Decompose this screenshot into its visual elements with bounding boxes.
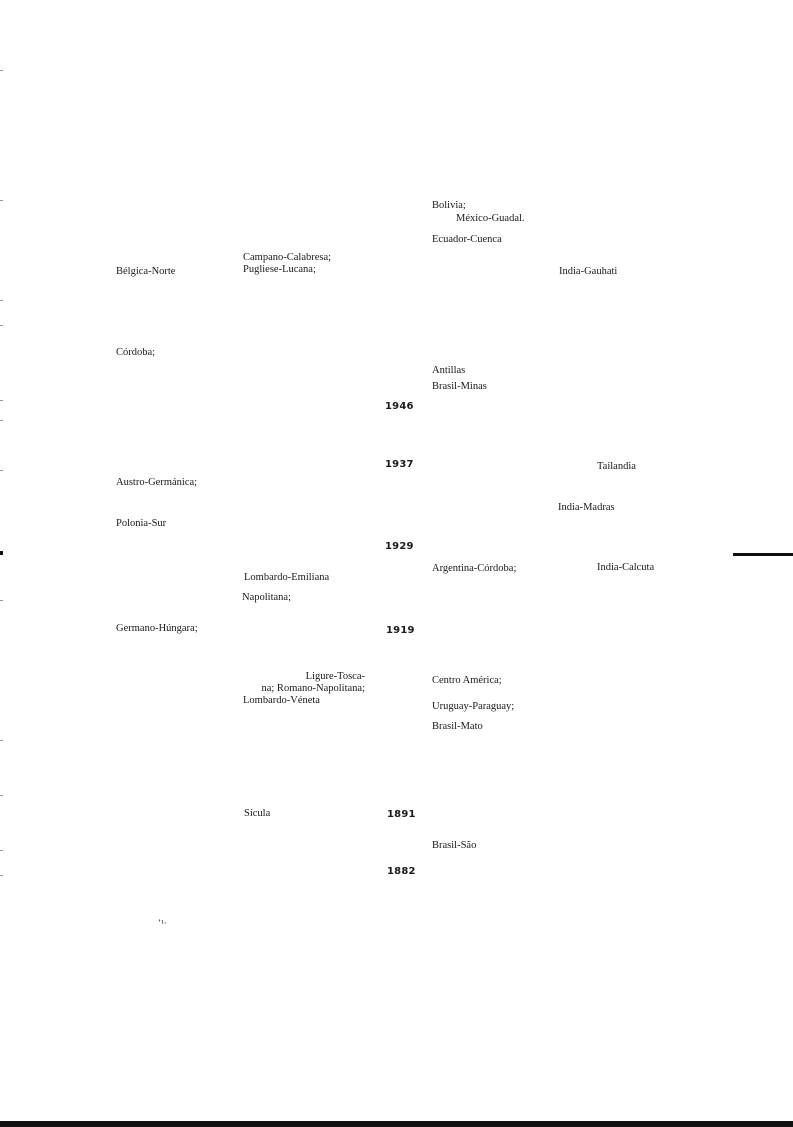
- left-margin-tick: [0, 795, 3, 796]
- left-margin-tick: [0, 420, 3, 421]
- year-1929: 1929: [385, 541, 414, 552]
- left-margin-tick: [0, 600, 3, 601]
- label-polonia-sur: Polonia-Sur: [116, 518, 167, 529]
- label-romano-napolitana: na; Romano-Napolitana;: [261, 683, 365, 694]
- label-ligure-tosca: Ligure-Tosca-: [305, 671, 365, 682]
- year-1919: 1919: [386, 625, 415, 636]
- label-lombardo-veneta: Lombardo-Véneta: [243, 695, 320, 706]
- left-margin-tick: [0, 470, 3, 471]
- label-mexico-guadal: México-Guadal.: [456, 213, 525, 224]
- label-ecuador-cuenca: Ecuador-Cuenca: [432, 234, 502, 245]
- year-1882: 1882: [387, 866, 416, 877]
- label-belgica-norte: Bélgica-Norte: [116, 266, 176, 277]
- label-bolivia: Bolivia;: [432, 200, 466, 211]
- left-margin-tick: [0, 850, 3, 851]
- label-brasil-mato: Brasil-Mato: [432, 721, 483, 732]
- stray-scan-mark: ʼ¹·: [158, 918, 167, 928]
- label-group-ligure-toscana: [243, 671, 365, 707]
- label-uruguay-paraguay: Uruguay-Paraguay;: [432, 701, 515, 712]
- label-pugliese-lucana: Pugliese-Lucana;: [243, 264, 316, 275]
- label-tailandia: Tailandia: [597, 461, 636, 472]
- left-margin-tick: [0, 400, 3, 401]
- left-margin-tick: [0, 740, 3, 741]
- label-brasil-sao: Brasil-São: [432, 840, 477, 851]
- label-napolitana: Napolitana;: [242, 592, 291, 603]
- year-1891: 1891: [387, 809, 416, 820]
- left-margin-tick: [0, 300, 3, 301]
- left-margin-tick: [0, 325, 3, 326]
- left-margin-tick: [0, 70, 3, 71]
- right-margin-rule: [733, 553, 793, 556]
- year-1946: 1946: [385, 401, 414, 412]
- label-india-gauhati: India-Gauhati: [559, 266, 618, 277]
- label-centro-america: Centro América;: [432, 675, 502, 686]
- label-lombardo-emiliana: Lombardo-Emiliana: [244, 572, 330, 583]
- year-1937: 1937: [385, 459, 414, 470]
- label-austro-germanica: Austro-Germánica;: [116, 477, 198, 488]
- label-germano-hungara: Germano-Húngara;: [116, 623, 198, 634]
- label-argentina-cordoba: Argentina-Córdoba;: [432, 563, 517, 574]
- label-cordoba: Córdoba;: [116, 347, 156, 358]
- left-margin-tick: [0, 875, 3, 876]
- left-margin-tick: [0, 200, 3, 201]
- label-sicula: Sícula: [244, 808, 271, 819]
- label-campano-calabresa: Campano-Calabresa;: [243, 252, 332, 263]
- label-antillas: Antillas: [432, 365, 466, 376]
- label-india-madras: India-Madras: [558, 502, 615, 513]
- label-india-calcuta: India-Calcuta: [597, 562, 655, 573]
- label-brasil-minas: Brasil-Minas: [432, 381, 487, 392]
- bottom-edge-rule: [0, 1121, 793, 1127]
- left-edge-mark: [0, 551, 3, 555]
